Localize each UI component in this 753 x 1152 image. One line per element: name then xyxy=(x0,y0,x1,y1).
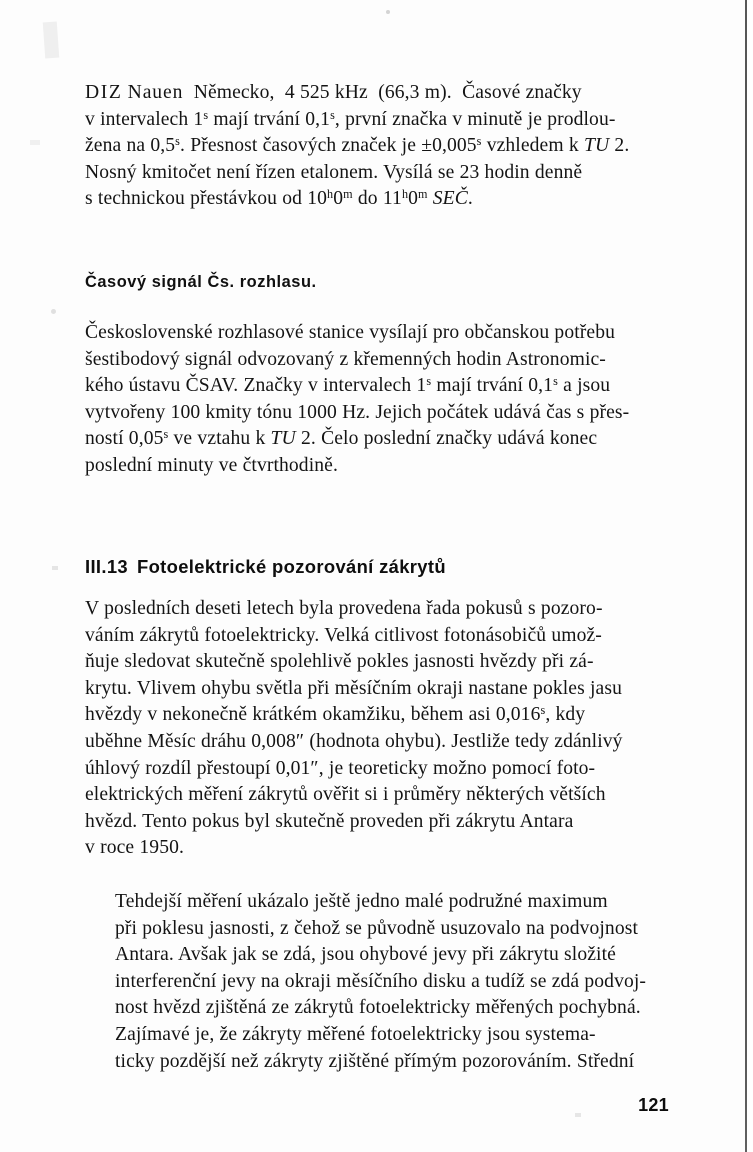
text-line: Nosný kmitočet není řízen etalonem. Vysílá se 23 hodin denně xyxy=(85,161,583,183)
text-line: šestibodový signál odvozovaný z křemenných hodin Astronomic- xyxy=(85,348,606,370)
superscript-seconds: s xyxy=(163,427,169,442)
scan-artifact-mid xyxy=(51,309,56,314)
text-line: interferenční jevy na okraji měsíčního disku a tudíž se zdá podvoj- xyxy=(115,970,647,992)
text-run: , první značka v minutě je prodlou- xyxy=(334,108,616,130)
paragraph-text xyxy=(85,320,669,480)
text-run: 2. xyxy=(609,135,630,157)
scan-artifact-top-dot xyxy=(386,10,390,14)
subsection-heading: Časový signál Čs. rozhlasu. xyxy=(85,273,317,291)
text-line: při poklesu jasnosti, z čehož se původně usuzovalo na podvojnost xyxy=(115,917,638,939)
text-line: Zajímavé je, že zákryty měřené fotoelektricky jsou systema- xyxy=(115,1024,596,1045)
paragraph-antares-measurements xyxy=(85,889,669,1022)
section-title: Fotoelektrické pozorování zákrytů xyxy=(137,556,446,577)
text-line: váním zákrytů fotoelektricky. Velká citlivost fotonásobičů umož- xyxy=(85,624,602,646)
text-run: vzhledem k xyxy=(481,135,584,157)
text-run: kého ústavu ČSAV. Značky v intervalech 1 xyxy=(85,375,427,397)
text-run: ve vztahu k xyxy=(168,428,271,450)
station-callsign: DIZ xyxy=(85,82,123,103)
text-run: v intervalech 1 xyxy=(85,108,204,130)
page-number: 121 xyxy=(638,1095,669,1115)
text-line: krytu. Vlivem ohybu světla při měsíčním okraji nastane pokles jasu xyxy=(85,677,622,699)
text-run: hvězdy v nekonečně krátkém okamžiku, během asi 0,016 xyxy=(85,704,541,726)
superscript-hours: h xyxy=(327,187,334,202)
superscript-seconds: s xyxy=(175,134,180,149)
paragraph-photoelectric-observations xyxy=(85,596,669,862)
superscript-seconds: s xyxy=(553,374,558,389)
text-run: a jsou xyxy=(557,375,611,397)
text-line: úhlový rozdíl přestoupí 0,01″, je teoreticky možno pomocí foto- xyxy=(85,757,596,779)
superscript-seconds: s xyxy=(540,703,546,718)
text-line: v roce 1950. xyxy=(85,837,184,859)
text-run: . Přesnost časových značek je ±0,005 xyxy=(180,135,477,157)
text-line: hvězd. Tento pokus byl skutečně proveden při zákrytu Antara xyxy=(85,810,574,832)
text-run: ností 0,05 xyxy=(85,428,164,450)
time-scale-label: TU xyxy=(583,135,610,157)
section-heading xyxy=(85,556,446,578)
text-line: Československé rozhlasové stanice vysílají pro občanskou potřebu xyxy=(85,322,615,343)
station-wavelength: (66,3 m). xyxy=(378,82,452,103)
text-run: s technickou přestávkou od 10 xyxy=(85,188,328,210)
paragraph-text xyxy=(85,889,669,1022)
station-city: Nauen xyxy=(127,82,184,103)
text-run: žena na 0,5 xyxy=(85,135,176,157)
superscript-seconds: s xyxy=(330,107,335,122)
text-line xyxy=(85,186,669,213)
station-country: Německo, xyxy=(193,82,275,103)
station-frequency: 4 525 kHz xyxy=(284,82,368,103)
text-line xyxy=(85,80,669,107)
text-line: vytvořeny 100 kmity tónu 1000 Hz. Jejich počátek udává čas s přes- xyxy=(85,401,630,423)
text-line: Antara. Avšak jak se zdá, jsou ohybové jevy při zákrytu složité xyxy=(115,944,616,966)
superscript-minutes: m xyxy=(418,187,428,202)
text-run: 0 xyxy=(408,188,419,210)
scan-artifact-top-left xyxy=(43,22,59,59)
time-scale-label: TU xyxy=(270,428,296,450)
text-line xyxy=(85,702,669,729)
paragraph-text xyxy=(85,1022,669,1075)
superscript-seconds: s xyxy=(203,107,209,122)
text-line: V posledních deseti letech byla provedena řada pokusů s pozoro- xyxy=(85,598,603,619)
paragraph-systematic-delay xyxy=(85,1022,669,1075)
text-run: do 11 xyxy=(352,188,402,210)
text-run: . xyxy=(467,188,473,210)
text-line: nost hvězd zjištěná ze zákrytů fotoelektricky měřených pochybná. xyxy=(115,997,641,1019)
text-line xyxy=(85,426,669,453)
text-run: mají trvání 0,1 xyxy=(431,375,554,397)
text-line: poslední minuty ve čtvrthodině. xyxy=(85,454,338,476)
text-line xyxy=(85,133,669,160)
timezone-label: SEČ xyxy=(432,188,468,210)
superscript-minutes: m xyxy=(343,187,353,202)
text-run: , kdy xyxy=(545,704,586,726)
paragraph-diz-nauen xyxy=(85,80,669,213)
line-tail: Časové značky xyxy=(462,82,582,103)
scan-artifact-left xyxy=(30,140,40,145)
text-line: ňuje sledovat skutečně spolehlivě pokles jasnosti hvězdy při zá- xyxy=(85,651,594,673)
superscript-seconds: s xyxy=(426,374,432,389)
text-line: elektrických měření zákrytů ověřit si i průměry některých větších xyxy=(85,784,606,806)
scan-artifact-section xyxy=(52,566,58,570)
text-run: mají trvání 0,1 xyxy=(208,108,331,130)
text-line: uběhne Měsíc dráhu 0,008″ (hodnota ohybu). Jestliže tedy zdánlivý xyxy=(85,730,623,752)
paragraph-czechoslovak-radio xyxy=(85,320,669,480)
superscript-hours: h xyxy=(401,187,409,202)
paragraph-text xyxy=(85,596,669,862)
text-line: ticky pozdější než zákryty zjištěné přímým pozorováním. Střední xyxy=(115,1050,635,1072)
text-line: Tehdejší měření ukázalo ještě jedno malé podružné maximum xyxy=(115,891,608,912)
text-line xyxy=(85,373,669,400)
superscript-seconds: s xyxy=(476,134,482,149)
scan-edge-margin xyxy=(747,0,753,1152)
text-run: 2. Čelo poslední značky udává konec xyxy=(295,428,598,450)
paragraph-text xyxy=(85,80,669,213)
section-number: III.13 xyxy=(85,556,128,577)
text-line xyxy=(85,107,669,134)
text-run: 0 xyxy=(333,188,344,210)
